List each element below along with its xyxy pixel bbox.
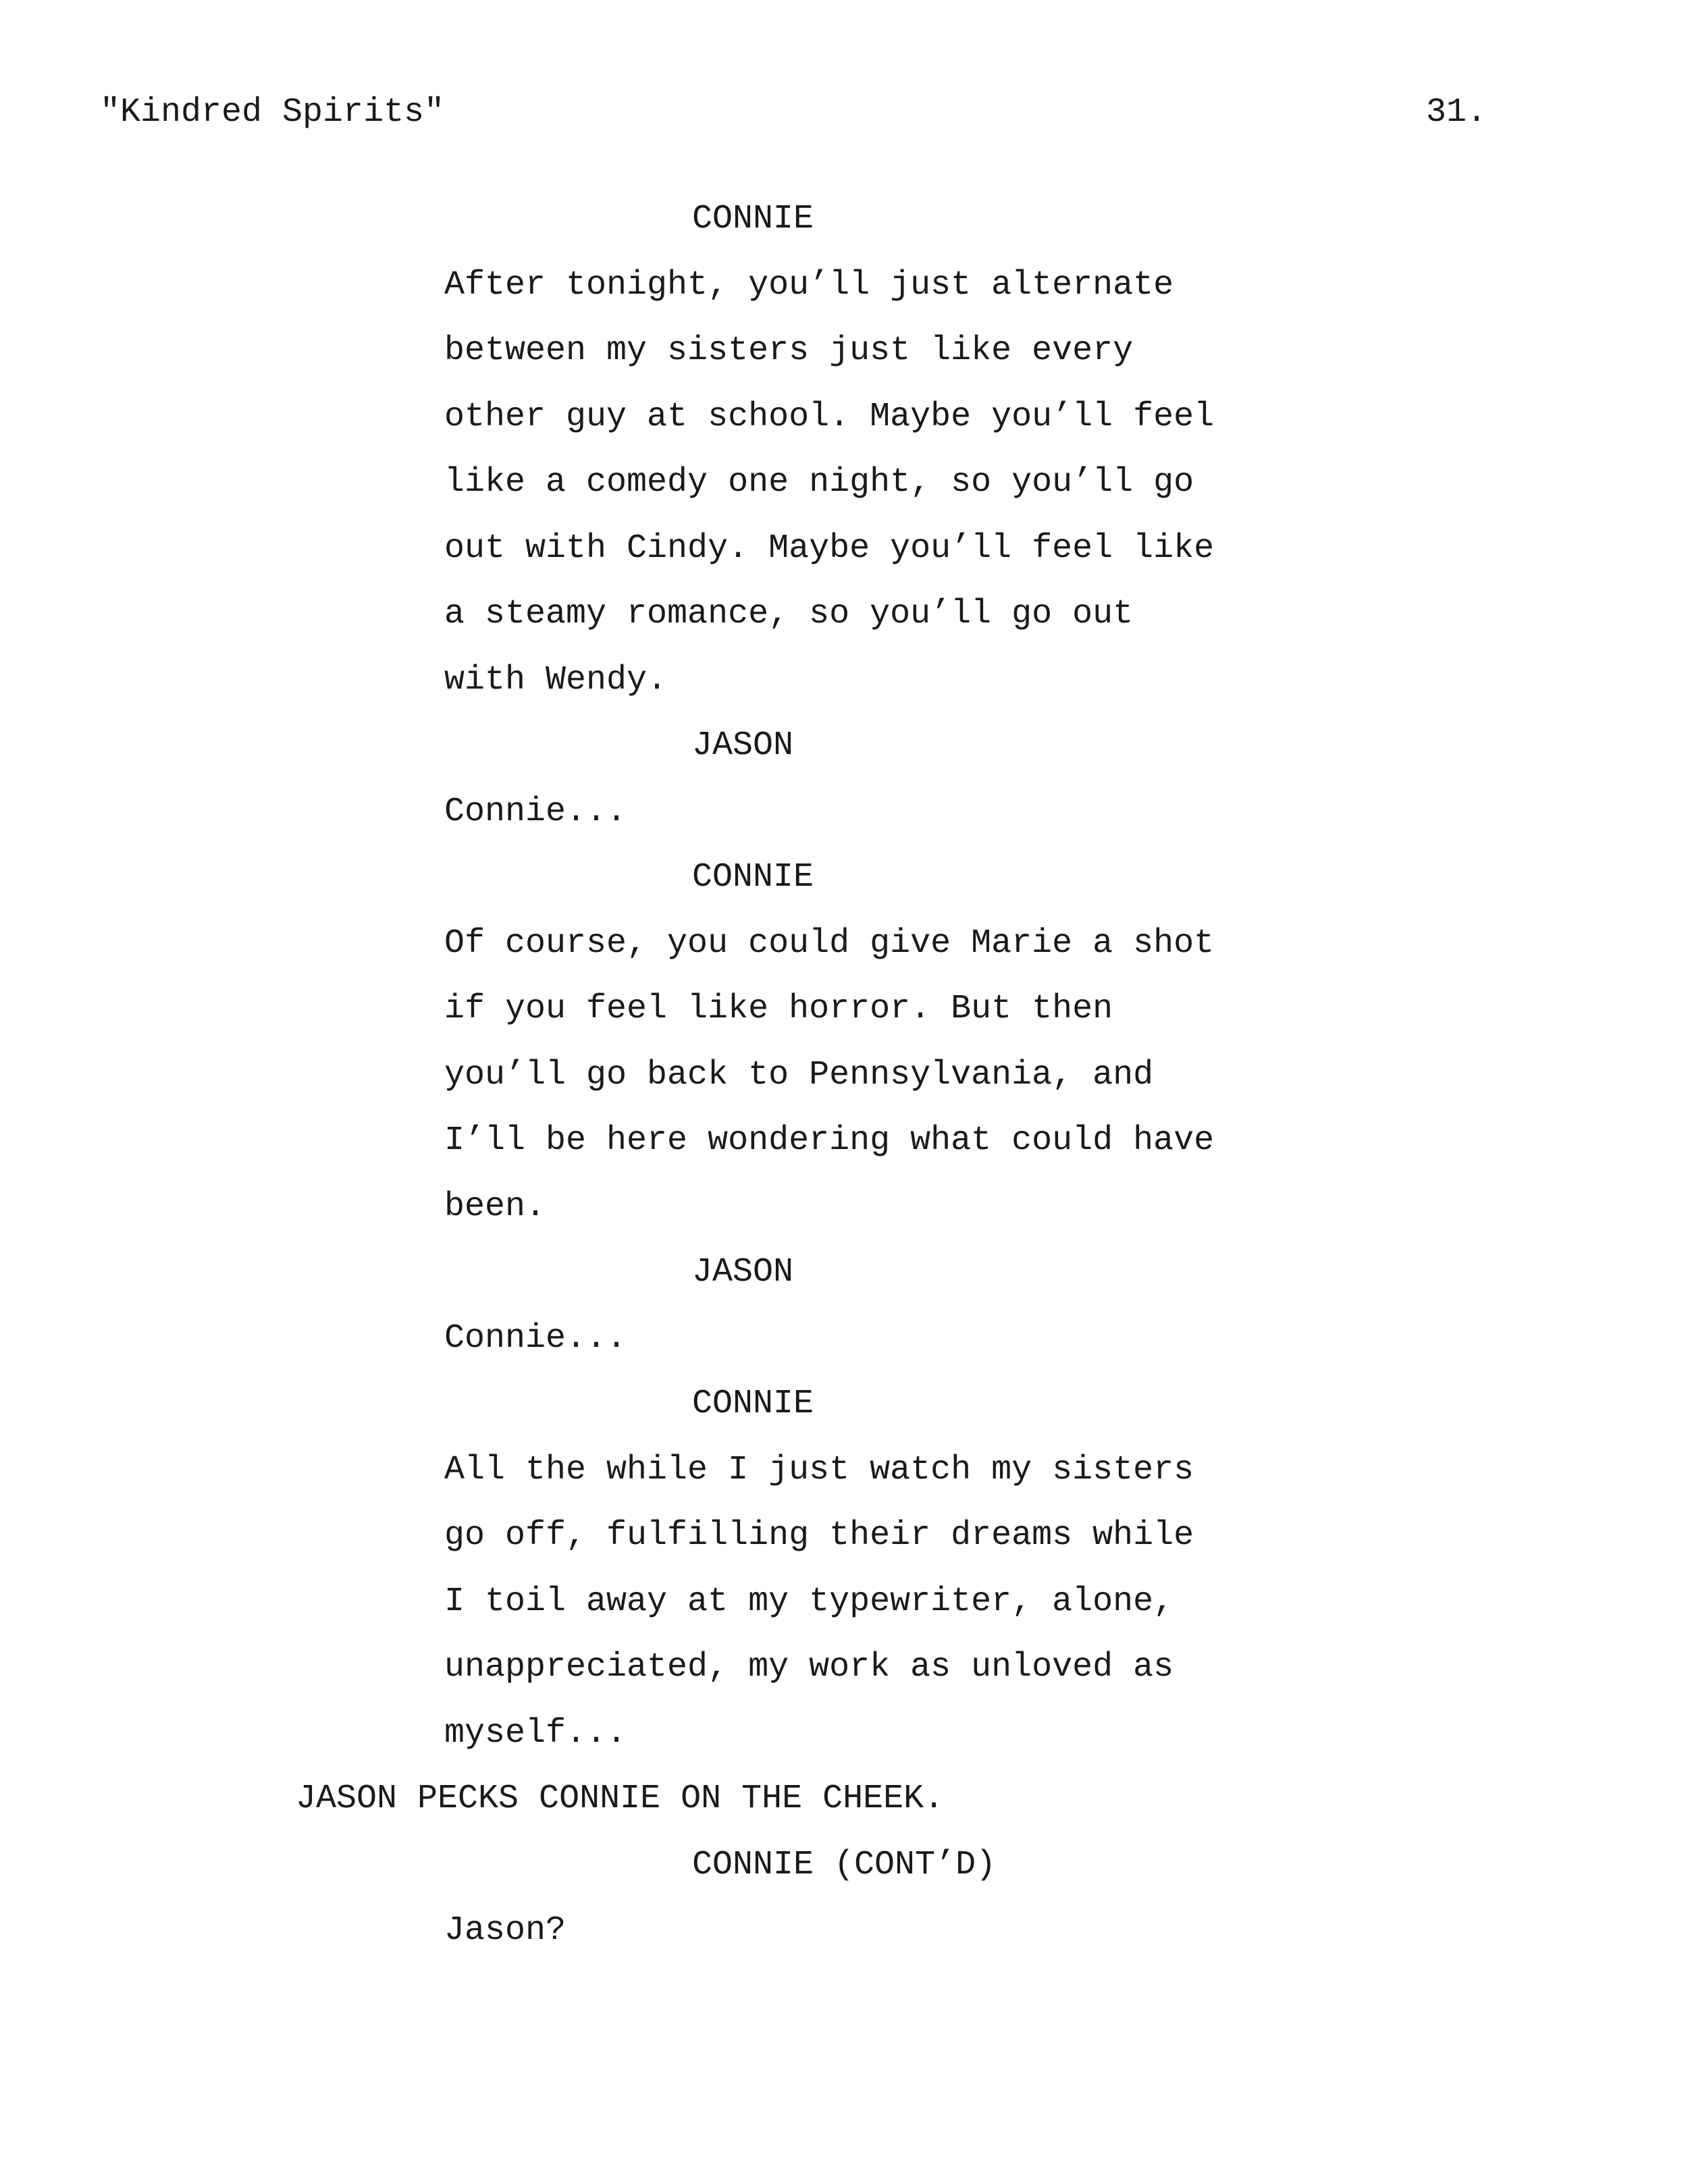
dialogue-line: I toil away at my typewriter, alone, — [444, 1582, 1174, 1621]
dialogue-line: I’ll be here wondering what could have — [444, 1121, 1215, 1160]
script-body — [0, 186, 1688, 1964]
character-cue: CONNIE — [692, 200, 814, 238]
dialogue-line: myself... — [444, 1713, 627, 1753]
action-line: JASON PECKS CONNIE ON THE CHEEK. — [296, 1780, 945, 1818]
character-cue: CONNIE — [692, 858, 814, 897]
dialogue-line: Connie... — [444, 792, 627, 831]
dialogue-line: other guy at school. Maybe you’ll feel — [444, 397, 1215, 436]
character-cue: CONNIE — [692, 1385, 814, 1423]
dialogue-line: if you feel like horror. But then — [444, 990, 1113, 1028]
dialogue-line: Of course, you could give Marie a shot — [444, 924, 1215, 963]
dialogue-line: out with Cindy. Maybe you’ll feel like — [444, 529, 1215, 568]
character-cue: CONNIE (CONT’D) — [692, 1845, 997, 1884]
dialogue-line: After tonight, you’ll just alternate — [444, 265, 1174, 304]
page-number: 31. — [1426, 93, 1487, 132]
dialogue-line: between my sisters just like every — [444, 331, 1134, 370]
dialogue-line: Jason? — [444, 1911, 566, 1950]
character-cue: JASON — [692, 726, 794, 765]
dialogue-line: All the while I just watch my sisters — [444, 1450, 1194, 1489]
dialogue-line: unappreciated, my work as unloved as — [444, 1648, 1174, 1686]
dialogue-line: you’ll go back to Pennsylvania, and — [444, 1055, 1154, 1094]
dialogue-line: with Wendy. — [444, 660, 668, 699]
dialogue-line: like a comedy one night, so you’ll go — [444, 463, 1194, 502]
character-cue: JASON — [692, 1253, 794, 1291]
dialogue-line: go off, fulfilling their dreams while — [444, 1516, 1194, 1555]
dialogue-line: a steamy romance, so you’ll go out — [444, 595, 1134, 633]
dialogue-line: Connie... — [444, 1319, 627, 1358]
script-title: "Kindred Spirits" — [100, 93, 445, 132]
dialogue-line: been. — [444, 1187, 546, 1226]
